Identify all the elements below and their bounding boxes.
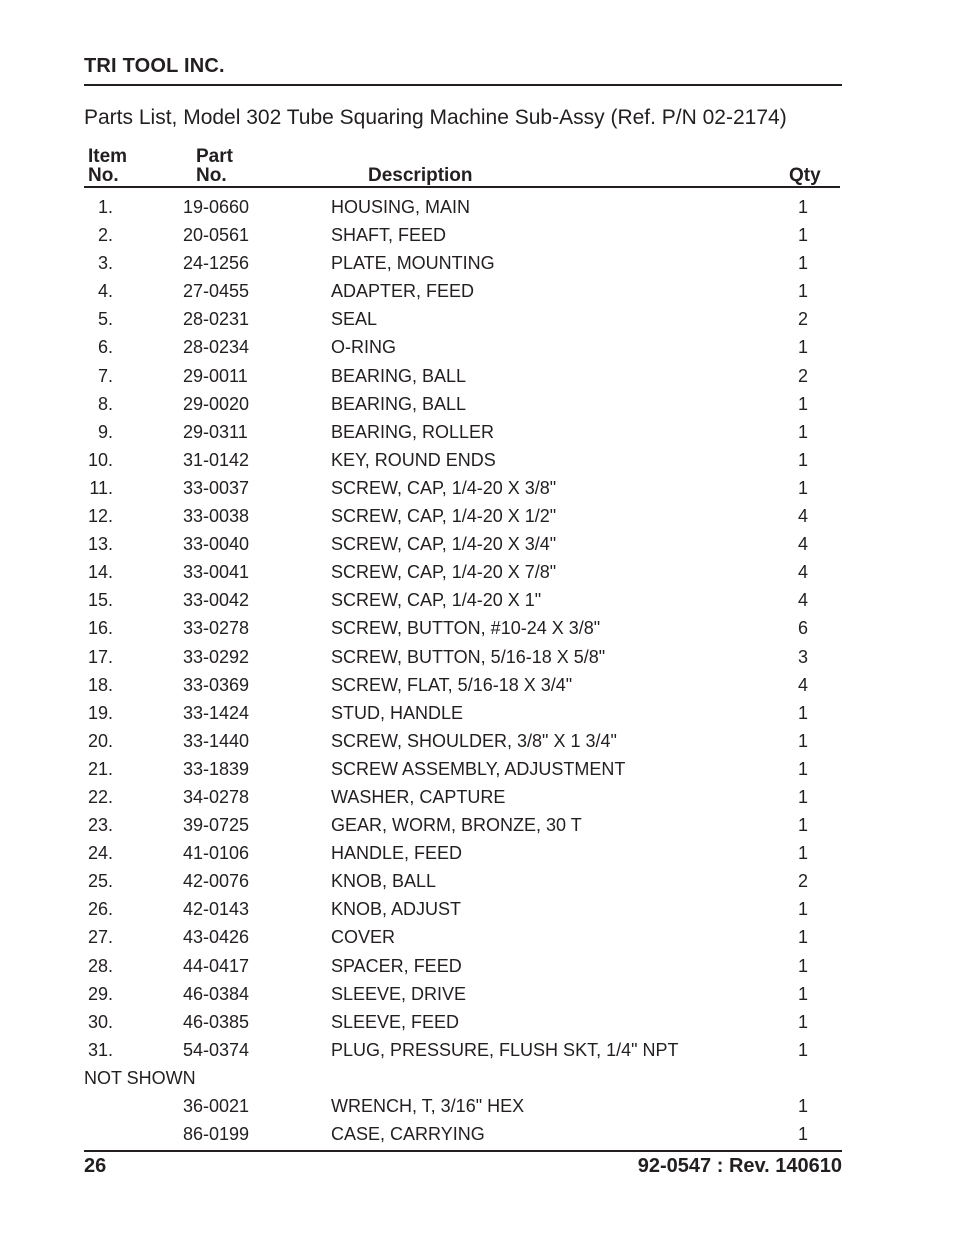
table-row [0,1008,954,1036]
item-number: 17. [87,646,113,667]
part-description: STUD, HANDLE [331,702,464,723]
table-row [0,474,954,502]
item-number: 13. [87,534,113,555]
not-shown-heading-row [0,1064,954,1092]
part-quantity: 2 [797,365,808,386]
part-quantity: 4 [797,674,808,695]
table-row [0,333,954,361]
column-header-qty: Qty [789,165,821,186]
table-row [0,390,954,418]
part-number: 46-0384 [183,983,250,1004]
part-quantity: 1 [797,899,808,920]
part-quantity: 1 [797,393,808,414]
part-number: 33-0278 [183,618,250,639]
page-title: Parts List, Model 302 Tube Squaring Machine Sub-Assy (Ref. P/N 02-2174) [84,106,787,129]
part-description: SCREW, CAP, 1/4-20 X 7/8" [331,562,557,583]
part-quantity: 1 [797,983,808,1004]
part-description: SCREW, BUTTON, #10-24 X 3/8" [331,618,601,639]
item-number: 1. [97,197,113,217]
part-number: 86-0199 [183,1124,250,1145]
part-description: KEY, ROUND ENDS [331,449,496,470]
item-number: 19. [87,702,113,723]
part-quantity: 1 [797,449,808,470]
part-quantity: 1 [797,815,808,836]
part-quantity: 1 [797,955,808,976]
part-description: COVER [331,927,396,948]
table-row [0,783,954,811]
part-quantity: 1 [797,1039,808,1060]
table-row [0,839,954,867]
part-number: 31-0142 [183,449,250,470]
part-number: 33-0042 [183,590,250,611]
item-number: 16. [87,618,113,639]
part-quantity: 1 [797,1096,808,1116]
part-description: WRENCH, T, 3/16" HEX [331,1096,525,1116]
part-number: 28-0234 [183,337,250,358]
part-description: SCREW, BUTTON, 5/16-18 X 5/8" [331,646,606,667]
table-row [0,418,954,446]
table-row [0,952,954,980]
item-number: 8. [97,393,113,414]
part-quantity: 1 [797,1011,808,1032]
part-quantity: 3 [797,646,808,667]
part-description: SCREW, CAP, 1/4-20 X 3/8" [331,477,557,498]
table-row [0,586,954,614]
table-row [0,895,954,923]
part-number: 19-0660 [183,197,250,217]
part-quantity: 1 [797,337,808,358]
item-number: 27. [87,927,113,948]
item-number: 14. [87,562,113,583]
part-quantity: 4 [797,590,808,611]
item-number: 4. [97,281,113,302]
part-quantity: 4 [797,562,808,583]
part-quantity: 6 [797,618,808,639]
table-row [0,502,954,530]
part-number: 34-0278 [183,786,250,807]
part-number: 33-1839 [183,758,250,779]
column-header-item-line2: No. [88,165,119,186]
part-quantity: 1 [797,730,808,751]
part-number: 28-0231 [183,309,250,330]
item-number: 21. [87,758,113,779]
part-description: BEARING, ROLLER [331,421,495,442]
part-quantity: 1 [797,843,808,864]
part-description: SCREW, FLAT, 5/16-18 X 3/4" [331,674,573,695]
item-number: 20. [87,730,113,751]
item-number: 24. [87,843,113,864]
document-reference: 92-0547 : Rev. 140610 [637,1155,842,1177]
part-quantity: 1 [797,421,808,442]
table-row [0,614,954,642]
footer-rule [84,1150,842,1152]
table-row [0,193,954,221]
part-number: 33-0292 [183,646,250,667]
part-description: BEARING, BALL [331,393,467,414]
item-number: 2. [97,225,113,246]
part-description: SCREW, CAP, 1/4-20 X 1/2" [331,506,557,527]
part-number: 29-0011 [183,365,248,386]
column-header-part-line2: No. [196,165,227,186]
part-description: CASE, CARRYING [331,1124,485,1145]
item-number: 7. [97,365,113,386]
table-row [0,1092,954,1120]
item-number: 22. [87,786,113,807]
part-number: 27-0455 [183,281,250,302]
part-quantity: 1 [797,281,808,302]
table-row [0,755,954,783]
item-number: 25. [87,871,113,892]
item-number: 31. [87,1039,113,1060]
part-quantity: 1 [797,197,808,217]
part-description: SHAFT, FEED [331,225,447,246]
part-number: 46-0385 [183,1011,250,1032]
part-quantity: 4 [797,506,808,527]
part-quantity: 1 [797,927,808,948]
part-description: SLEEVE, DRIVE [331,983,467,1004]
part-description: KNOB, BALL [331,871,437,892]
part-number: 33-1440 [183,730,250,751]
item-number: 12. [87,506,113,527]
table-row [0,305,954,333]
part-description: SCREW, CAP, 1/4-20 X 3/4" [331,534,557,555]
item-number: 11. [89,477,113,498]
item-number: 9. [97,421,113,442]
table-row [0,727,954,755]
part-description: O-RING [331,337,396,358]
table-row [0,671,954,699]
item-number: 29. [87,983,113,1004]
part-description: GEAR, WORM, BRONZE, 30 T [331,815,582,836]
table-row [0,558,954,586]
table-row [0,811,954,839]
part-description: ADAPTER, FEED [331,281,475,302]
part-quantity: 4 [797,534,808,555]
item-number: 6. [97,337,113,358]
part-description: BEARING, BALL [331,365,467,386]
table-row [0,530,954,558]
not-shown-label: NOT SHOWN [84,1067,196,1088]
table-row [0,923,954,951]
part-description: SCREW ASSEMBLY, ADJUSTMENT [331,758,626,779]
item-number: 15. [87,590,113,611]
page-number: 26 [84,1155,107,1177]
part-number: 33-0041 [183,562,250,583]
table-row [0,1120,954,1148]
part-quantity: 2 [797,309,808,330]
column-header-item-line1: Item [88,146,128,167]
part-quantity: 1 [797,786,808,807]
part-quantity: 1 [797,758,808,779]
table-row [0,446,954,474]
part-number: 36-0021 [183,1096,250,1116]
table-row [0,277,954,305]
parts-table [0,193,954,1148]
part-quantity: 1 [797,1124,808,1145]
table-row [0,1036,954,1064]
item-number: 10. [87,449,113,470]
item-number: 18. [87,674,113,695]
item-number: 26. [87,899,113,920]
part-number: 33-1424 [183,702,250,723]
table-header-rule [84,186,840,188]
part-quantity: 1 [797,702,808,723]
part-number: 44-0417 [183,955,250,976]
part-number: 42-0076 [183,871,250,892]
part-number: 29-0020 [183,393,250,414]
column-header-description: Description [368,165,473,186]
part-number: 54-0374 [183,1039,250,1060]
company-name: TRI TOOL INC. [84,55,225,77]
header-rule [84,84,842,86]
item-number: 5. [97,309,113,330]
column-header-item [88,147,127,185]
part-description: HOUSING, MAIN [331,197,471,217]
item-number: 23. [87,815,113,836]
part-number: 43-0426 [183,927,250,948]
table-row [0,221,954,249]
part-number: 42-0143 [183,899,250,920]
part-description: SCREW, CAP, 1/4-20 X 1" [331,590,542,611]
item-number: 30. [87,1011,113,1032]
table-row [0,643,954,671]
part-description: SPACER, FEED [331,955,462,976]
part-description: SLEEVE, FEED [331,1011,460,1032]
part-number: 33-0037 [183,477,250,498]
part-number: 33-0369 [183,674,250,695]
part-number: 20-0561 [183,225,250,246]
part-number: 33-0038 [183,506,250,527]
part-description: SCREW, SHOULDER, 3/8" X 1 3/4" [331,730,617,751]
part-description: HANDLE, FEED [331,843,463,864]
part-description: PLUG, PRESSURE, FLUSH SKT, 1/4" NPT [331,1039,679,1060]
part-number: 41-0106 [183,843,250,864]
part-quantity: 1 [797,253,808,274]
part-description: SEAL [331,309,378,330]
table-row [0,867,954,895]
part-number: 39-0725 [183,815,250,836]
table-row [0,980,954,1008]
item-number: 28. [87,955,113,976]
part-number: 29-0311 [183,421,248,442]
part-number: 24-1256 [183,253,250,274]
column-header-part-line1: Part [196,146,233,167]
table-row [0,249,954,277]
part-description: PLATE, MOUNTING [331,253,495,274]
part-quantity: 1 [797,225,808,246]
part-quantity: 2 [797,871,808,892]
part-description: KNOB, ADJUST [331,899,462,920]
table-row [0,699,954,727]
part-description: WASHER, CAPTURE [331,786,506,807]
table-row [0,362,954,390]
part-quantity: 1 [797,477,808,498]
part-number: 33-0040 [183,534,250,555]
item-number: 3. [97,253,113,274]
column-header-part [196,147,233,185]
